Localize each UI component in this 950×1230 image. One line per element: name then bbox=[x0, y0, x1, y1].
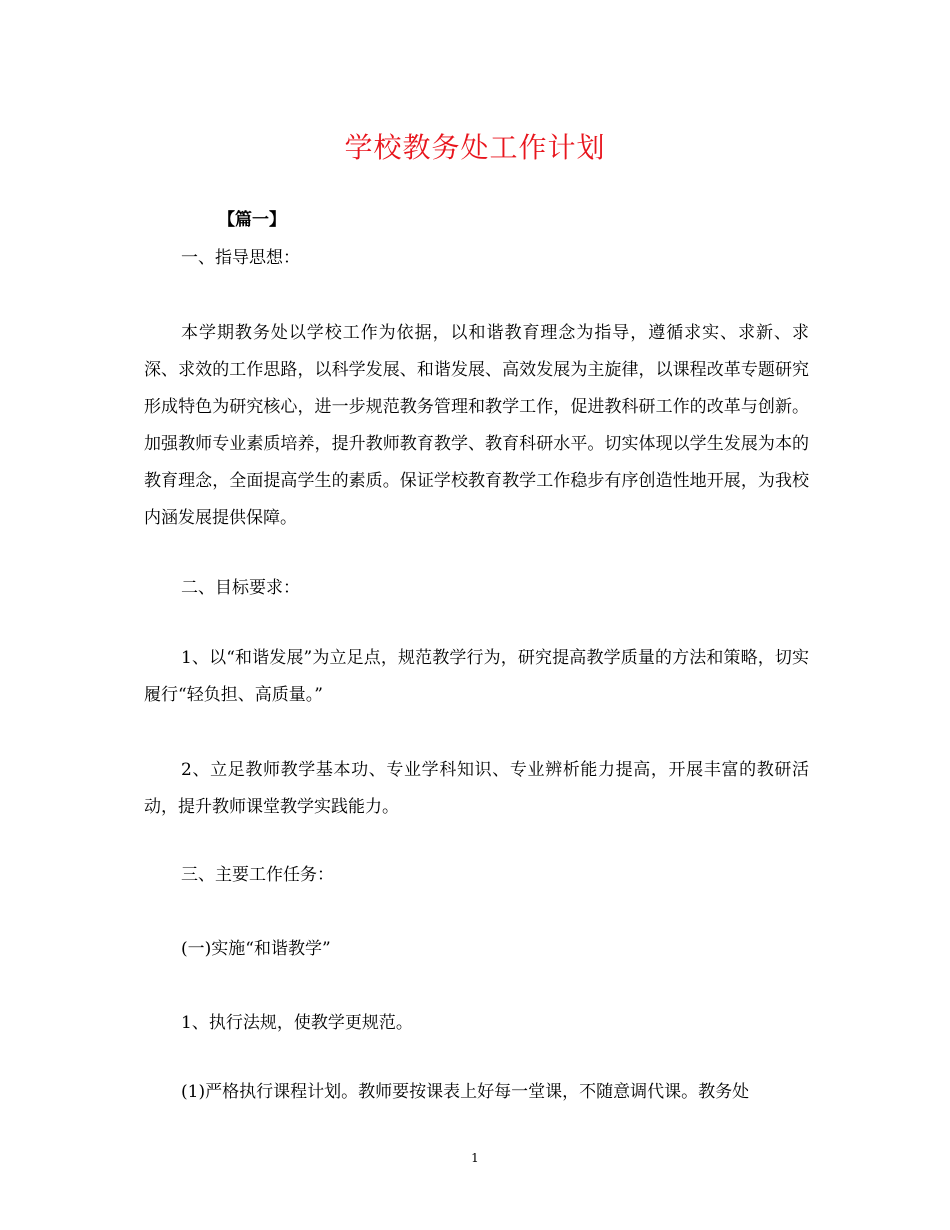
heading-main-tasks: 三、主要工作任务： bbox=[181, 865, 334, 885]
paragraph-goal-2: 2、立足教师教学基本功、专业学科知识、专业辨析能力提高，开展丰富的教研活动，提升教师课堂教学实践能力。 bbox=[144, 760, 809, 817]
section-mark: 【篇一】 bbox=[218, 210, 286, 230]
paragraph-course-plan: (1)严格执行课程计划。教师要按课表上好每一堂课，不随意调代课。教务处 bbox=[181, 1082, 750, 1102]
heading-goals: 二、目标要求： bbox=[181, 578, 300, 598]
heading-harmonious-teaching: (一)实施“和谐教学” bbox=[181, 939, 331, 959]
heading-execute-regulations: 1、执行法规，使教学更规范。 bbox=[181, 1013, 413, 1033]
document-title: 学校教务处工作计划 bbox=[344, 131, 606, 164]
paragraph-goal-1: 1、以“和谐发展”为立足点，规范教学行为，研究提高教学质量的方法和策略，切实履行“轻负担、高质量。” bbox=[144, 648, 809, 705]
page-number: 1 bbox=[471, 1151, 479, 1165]
heading-guiding-thought: 一、指导思想： bbox=[181, 248, 300, 268]
paragraph-guiding-thought: 本学期教务处以学校工作为依据，以和谐教育理念为指导，遵循求实、求新、求深、求效的工作思路，以科学发展、和谐发展、高效发展为主旋律，以课程改革专题研究形成特色为研究核心，进一步规范教务管理和教学工作，促进教科研工作的改革与创新。加强教师专业素质培养，提升教师教育教学、教育科研水平。切实体现以学生发展为本的教育理念，全面提高学生的素质。保证学校教育教学工作稳步有序创造性地开展，为我校内涵发展提供保障。 bbox=[144, 323, 809, 528]
